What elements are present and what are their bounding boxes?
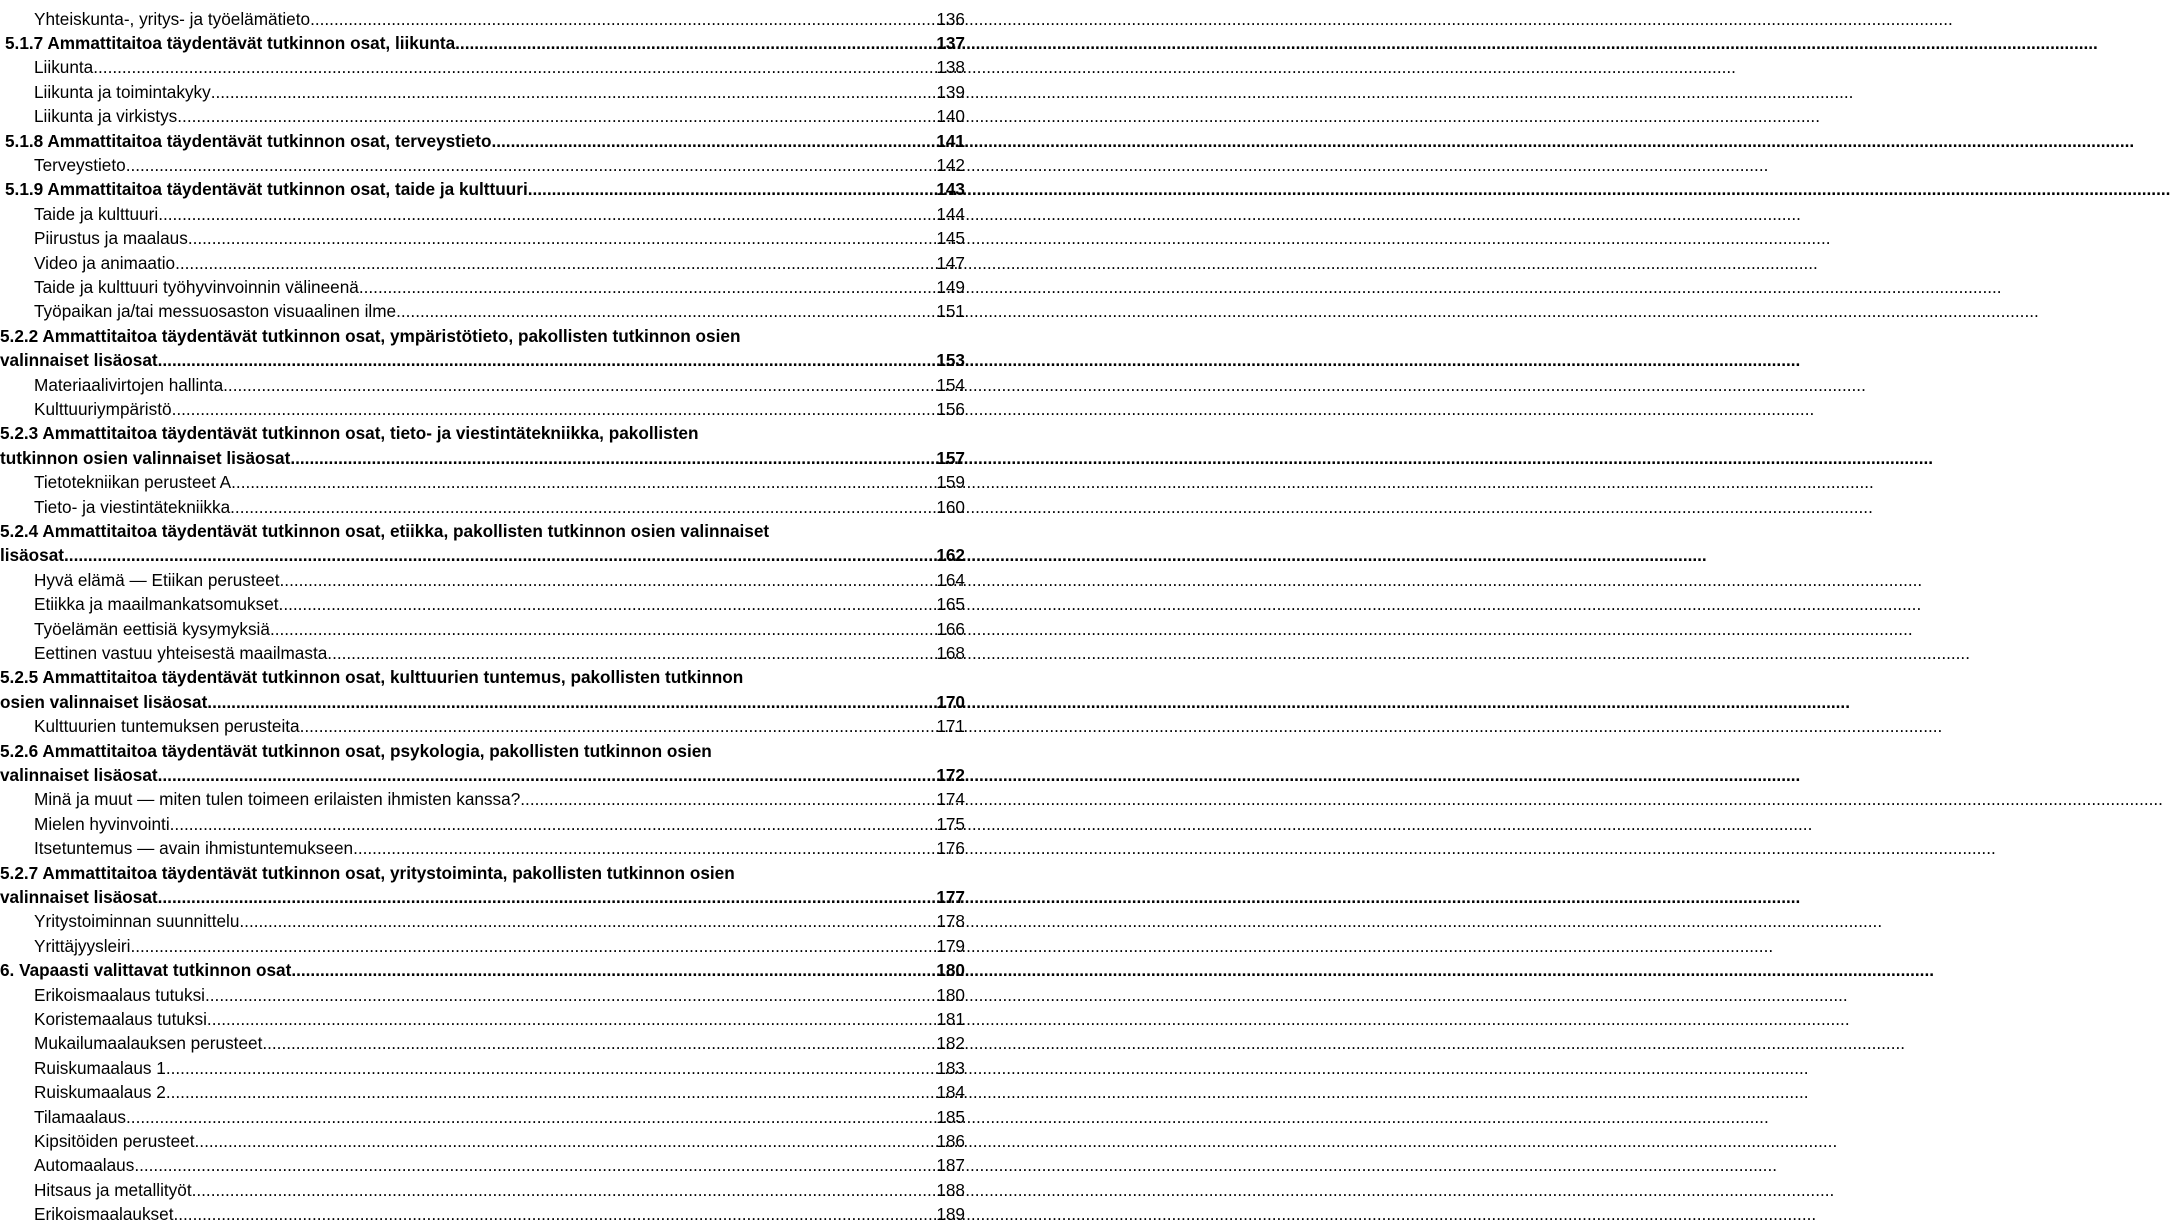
toc-entry-heading: 5.2.6 Ammattitaitoa täydentävät tutkinnon osat, psykologia, pakollisten tutkinnon osien <box>0 740 712 761</box>
toc-page-number: 189 <box>936 1204 965 1225</box>
toc-entry[interactable] <box>0 934 965 958</box>
dot-leader <box>528 177 923 201</box>
toc-entry[interactable] <box>0 299 965 323</box>
toc-page-number: 171 <box>936 716 965 737</box>
dot-leader <box>491 129 923 153</box>
toc-entry-title: Yrittäjyysleiri <box>34 935 131 956</box>
toc-entry[interactable] <box>0 104 965 128</box>
toc-entry-title: Automaalaus <box>34 1155 135 1176</box>
toc-entry[interactable] <box>0 1007 965 1031</box>
toc-entry[interactable] <box>0 226 965 250</box>
toc-entry-title: Minä ja muut — miten tulen toimeen erilaisten ihmisten kanssa? <box>34 789 521 810</box>
toc-entry[interactable] <box>0 787 965 811</box>
dot-leader <box>230 495 926 519</box>
toc-entry[interactable] <box>0 519 965 568</box>
dot-leader <box>126 1105 926 1129</box>
toc-page-number: 159 <box>936 472 965 493</box>
toc-page-number: 141 <box>936 130 965 151</box>
dot-leader <box>270 617 926 641</box>
dot-leader <box>64 543 923 567</box>
toc-entry[interactable] <box>0 836 965 860</box>
toc-page-number: 165 <box>936 594 965 615</box>
toc-entry[interactable] <box>0 251 965 275</box>
toc-entry[interactable] <box>0 1129 965 1153</box>
toc-entry-title: Taide ja kulttuuri työhyvinvoinnin välineenä <box>34 276 359 297</box>
toc-entry[interactable] <box>0 373 965 397</box>
toc-entry-title: 5.1.9 Ammattitaitoa täydentävät tutkinnon osat, taide ja kulttuuri <box>5 179 528 200</box>
toc-page-number: 140 <box>936 106 965 127</box>
toc-page-number: 149 <box>936 276 965 297</box>
toc-page-number: 162 <box>936 545 965 566</box>
dot-leader <box>130 934 926 958</box>
toc-page-number: 185 <box>936 1106 965 1127</box>
toc-entry[interactable] <box>0 275 965 299</box>
toc-page-number: 138 <box>936 57 965 78</box>
toc-entry[interactable] <box>0 421 965 470</box>
toc-page-number: 142 <box>936 154 965 175</box>
toc-page-number: 188 <box>936 1179 965 1200</box>
toc-entry-title: 6. Vapaasti valittavat tutkinnon osat <box>0 960 292 981</box>
toc-entry-title: Tilamaalaus <box>34 1106 127 1127</box>
toc-entry[interactable] <box>0 568 965 592</box>
toc-entry[interactable] <box>0 153 965 177</box>
toc-entry-heading: 5.2.4 Ammattitaitoa täydentävät tutkinnon osat, etiikka, pakollisten tutkinnon osien valinnaiset <box>0 520 770 541</box>
toc-entry[interactable] <box>0 983 965 1007</box>
toc-page-number: 174 <box>936 789 965 810</box>
dot-leader <box>280 568 926 592</box>
toc-entry[interactable] <box>0 1202 965 1226</box>
dot-leader <box>158 348 923 372</box>
toc-page-number: 186 <box>936 1130 965 1151</box>
dot-leader <box>231 470 926 494</box>
toc-entry-title: Materiaalivirtojen hallinta <box>34 374 224 395</box>
toc-page-number: 151 <box>936 301 965 322</box>
toc-entry-heading: 5.2.5 Ammattitaitoa täydentävät tutkinnon osat, kulttuurien tuntemus, pakollisten tutkinnon <box>0 667 744 688</box>
toc-entry[interactable] <box>0 470 965 494</box>
toc-entry-title: 5.1.7 Ammattitaitoa täydentävät tutkinnon osat, liikunta <box>5 32 456 53</box>
toc-entry[interactable] <box>0 1056 965 1080</box>
dot-leader <box>262 1031 926 1055</box>
toc-entry-title: Hitsaus ja metallityöt <box>34 1179 192 1200</box>
toc-page-number: 139 <box>936 81 965 102</box>
dot-leader <box>126 153 926 177</box>
toc-page-number: 187 <box>936 1155 965 1176</box>
toc-page-number: 143 <box>936 179 965 200</box>
dot-leader <box>207 690 923 714</box>
toc-entry-title: lisäosat <box>0 545 65 566</box>
toc-entry-title: valinnaiset lisäosat <box>0 350 158 371</box>
toc-entry[interactable] <box>0 1031 965 1055</box>
toc-entry[interactable] <box>0 1153 965 1177</box>
toc-page-number: 145 <box>936 228 965 249</box>
toc-entry[interactable] <box>0 202 965 226</box>
dot-leader <box>239 909 926 933</box>
toc-entry-title: Yritystoiminnan suunnittelu <box>34 911 240 932</box>
toc-page-number: 183 <box>936 1057 965 1078</box>
toc-entry-title: Itsetuntemus — avain ihmistuntemukseen <box>34 838 354 859</box>
toc-page-number: 180 <box>936 960 965 981</box>
dot-leader <box>279 592 926 616</box>
toc-page-number: 181 <box>936 1008 965 1029</box>
dot-leader <box>175 251 926 275</box>
toc-entry-title: Etiikka ja maailmankatsomukset <box>34 594 279 615</box>
toc-entry[interactable] <box>0 31 965 55</box>
toc-entry-title: Eettinen vastuu yhteisestä maailmasta <box>34 642 328 663</box>
toc-entry-title: Kipsitöiden perusteet <box>34 1130 195 1151</box>
toc-page-number: 154 <box>936 374 965 395</box>
dot-leader <box>173 1202 926 1226</box>
dot-leader <box>172 397 926 421</box>
toc-entry[interactable] <box>0 1080 965 1104</box>
dot-leader <box>290 446 923 470</box>
toc-entry[interactable] <box>0 397 965 421</box>
dot-leader <box>195 1129 926 1153</box>
dot-leader <box>353 836 926 860</box>
toc-page-number: 147 <box>936 252 965 273</box>
toc-entry-heading: 5.2.2 Ammattitaitoa täydentävät tutkinnon osat, ympäristötieto, pakollisten tutkinnon osien <box>0 325 741 346</box>
toc-page-number: 144 <box>936 203 965 224</box>
dot-leader <box>223 373 926 397</box>
dot-leader <box>310 7 926 31</box>
toc-entry[interactable] <box>0 641 965 665</box>
toc-entry[interactable] <box>0 665 965 714</box>
toc-page-number: 156 <box>936 398 965 419</box>
toc-page-number: 137 <box>936 32 965 53</box>
dot-leader <box>396 299 926 323</box>
toc-page-number: 166 <box>936 618 965 639</box>
toc-entry-title: Erikoismaalaus tutuksi <box>34 984 205 1005</box>
dot-leader <box>158 885 923 909</box>
toc-entry-title: Työelämän eettisiä kysymyksiä <box>34 618 270 639</box>
toc-entry-title: Koristemaalaus tutuksi <box>34 1008 207 1029</box>
toc-entry-title: Tieto- ja viestintätekniikka <box>34 496 231 517</box>
toc-entry-title: Terveystieto <box>34 154 126 175</box>
toc-page-number: 136 <box>936 8 965 29</box>
dot-leader <box>291 958 923 982</box>
toc-entry-title: Hyvä elämä — Etiikan perusteet <box>34 569 280 590</box>
table-of-contents <box>0 0 965 1225</box>
toc-entry[interactable] <box>0 80 965 104</box>
toc-entry[interactable] <box>0 129 965 153</box>
toc-entry[interactable] <box>0 1178 965 1202</box>
toc-page-number: 180 <box>936 984 965 1005</box>
dot-leader <box>359 275 926 299</box>
toc-entry[interactable] <box>0 739 965 788</box>
dot-leader <box>93 55 926 79</box>
toc-page-number: 170 <box>936 691 965 712</box>
toc-page-number: 160 <box>936 496 965 517</box>
toc-entry[interactable] <box>0 1105 965 1129</box>
toc-entry-title: valinnaiset lisäosat <box>0 886 158 907</box>
toc-entry-title: Työpaikan ja/tai messuosaston visuaalinen ilme <box>34 301 397 322</box>
toc-page-number: 176 <box>936 838 965 859</box>
toc-entry[interactable] <box>0 495 965 519</box>
toc-page-number: 182 <box>936 1033 965 1054</box>
dot-leader <box>158 202 926 226</box>
toc-entry-title: Mukailumaalauksen perusteet <box>34 1033 263 1054</box>
toc-entry-title: Tietotekniikan perusteet A <box>34 472 232 493</box>
toc-page-number: 175 <box>936 813 965 834</box>
toc-entry[interactable] <box>0 714 965 738</box>
toc-entry[interactable] <box>0 7 965 31</box>
toc-page-number: 172 <box>936 764 965 785</box>
dot-leader <box>177 104 926 128</box>
toc-entry-title: Ruiskumaalaus 1 <box>34 1057 166 1078</box>
toc-entry[interactable] <box>0 592 965 616</box>
toc-entry-title: 5.1.8 Ammattitaitoa täydentävät tutkinnon osat, terveystieto <box>5 130 492 151</box>
toc-entry[interactable] <box>0 909 965 933</box>
toc-entry[interactable] <box>0 617 965 641</box>
toc-entry-title: Liikunta ja toimintakyky <box>34 81 211 102</box>
toc-entry[interactable] <box>0 958 965 982</box>
toc-page-number: 184 <box>936 1082 965 1103</box>
dot-leader <box>300 714 926 738</box>
toc-entry[interactable] <box>0 861 965 910</box>
toc-page-number: 168 <box>936 642 965 663</box>
dot-leader <box>192 1178 926 1202</box>
toc-page-number: 177 <box>936 886 965 907</box>
toc-entry-title: Liikunta <box>34 57 94 78</box>
dot-leader <box>170 812 926 836</box>
toc-entry[interactable] <box>0 55 965 79</box>
toc-entry[interactable] <box>0 324 965 373</box>
toc-page-number: 179 <box>936 935 965 956</box>
toc-entry-title: Ruiskumaalaus 2 <box>34 1082 166 1103</box>
toc-entry-title: tutkinnon osien valinnaiset lisäosat <box>0 447 291 468</box>
toc-entry[interactable] <box>0 177 965 201</box>
dot-leader <box>166 1080 926 1104</box>
toc-page-number: 178 <box>936 911 965 932</box>
dot-leader <box>134 1153 926 1177</box>
toc-entry-title: osien valinnaiset lisäosat <box>0 691 208 712</box>
dot-leader <box>455 31 923 55</box>
toc-page-number: 153 <box>936 350 965 371</box>
dot-leader <box>211 80 926 104</box>
toc-page-number: 164 <box>936 569 965 590</box>
toc-entry-title: Liikunta ja virkistys <box>34 106 178 127</box>
toc-entry-heading: 5.2.7 Ammattitaitoa täydentävät tutkinnon osat, yritystoiminta, pakollisten tutkinnon osien <box>0 862 735 883</box>
dot-leader <box>207 1007 926 1031</box>
dot-leader <box>327 641 926 665</box>
toc-entry[interactable] <box>0 812 965 836</box>
toc-entry-title: Taide ja kulttuuri <box>34 203 159 224</box>
dot-leader <box>205 983 926 1007</box>
dot-leader <box>158 763 923 787</box>
dot-leader <box>166 1056 926 1080</box>
toc-entry-title: Erikoismaalaukset <box>34 1204 174 1225</box>
toc-entry-title: Piirustus ja maalaus <box>34 228 188 249</box>
toc-entry-title: Mielen hyvinvointi <box>34 813 170 834</box>
toc-entry-title: valinnaiset lisäosat <box>0 764 158 785</box>
toc-entry-title: Kulttuurien tuntemuksen perusteita <box>34 716 300 737</box>
toc-entry-title: Video ja animaatio <box>34 252 176 273</box>
toc-entry-title: Yhteiskunta-, yritys- ja työelämätieto <box>34 8 311 29</box>
toc-page-number: 157 <box>936 447 965 468</box>
dot-leader <box>520 787 926 811</box>
toc-entry-heading: 5.2.3 Ammattitaitoa täydentävät tutkinnon osat, tieto- ja viestintätekniikka, pakollisten <box>0 423 699 444</box>
dot-leader <box>188 226 926 250</box>
toc-entry-title: Kulttuuriympäristö <box>34 398 172 419</box>
